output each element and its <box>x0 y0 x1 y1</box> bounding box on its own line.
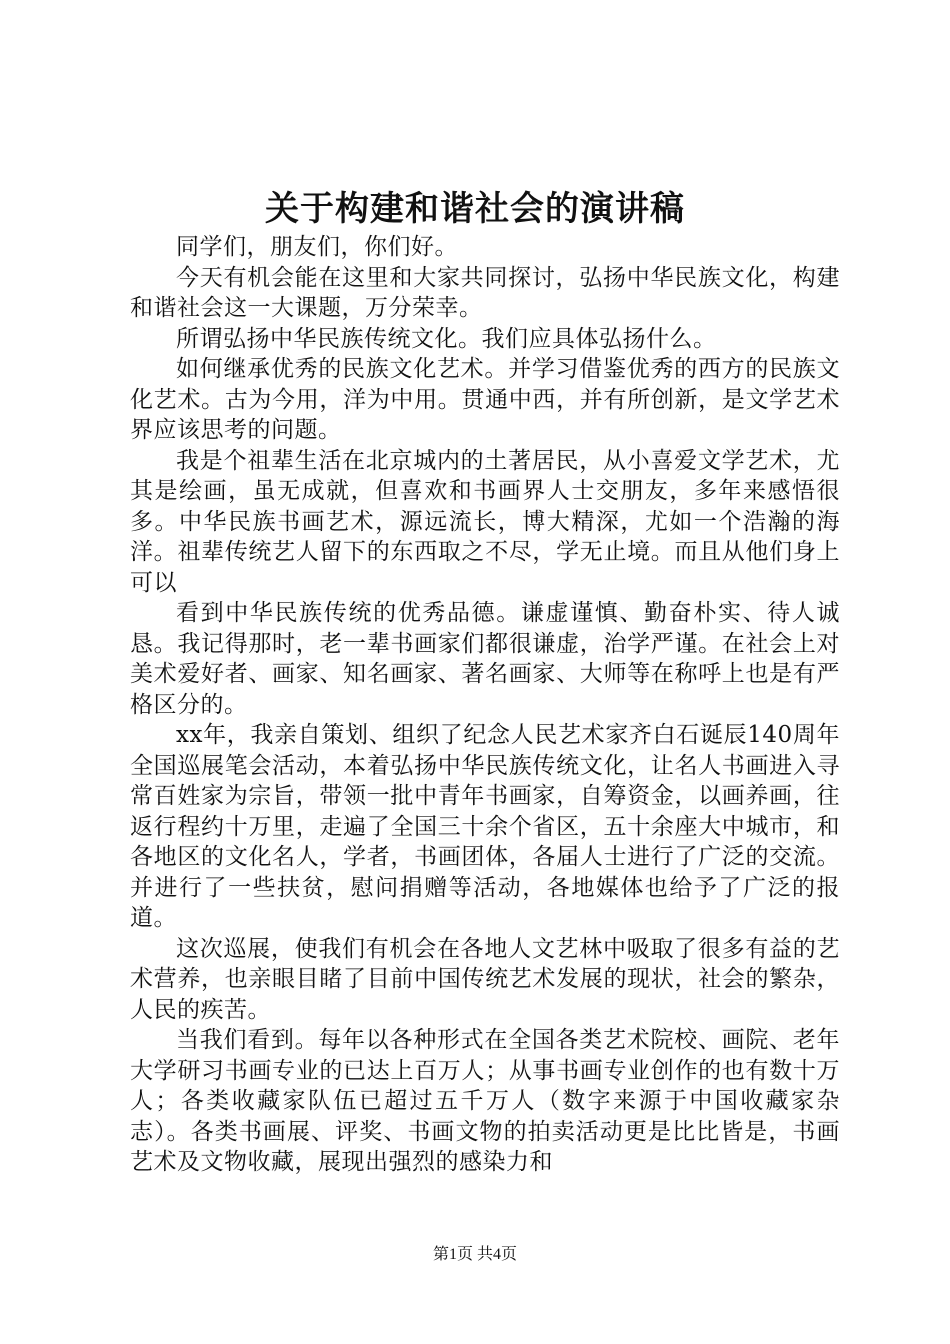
paragraph: 今天有机会能在这里和大家共同探讨，弘扬中华民族文化，构建和谐社会这一大课题，万分荣幸。 <box>130 264 840 321</box>
paragraph: 同学们，朋友们，你们好。 <box>176 234 458 260</box>
paragraph: 所谓弘扬中华民族传统文化。我们应具体弘扬什么。 <box>176 325 717 352</box>
document-title: 关于构建和谐社会的演讲稿 <box>265 189 685 229</box>
page-footer: 第1页 共4页 <box>432 1246 517 1263</box>
paragraph: xx年，我亲自策划、组织了纪念人民艺术家齐白石诞辰140周年全国巡展笔会活动，本着弘扬中华民族传统文化，让名人书画进入寻常百姓家为宗旨，带领一批中青年书画家，自筹资金，以画养画，往返行程约十万里，走遍了全国三十余个省区，五十余座大中城市，和各地区的文化名人，学者，书画团体，各届人士进行了广泛的交流。并进行了一些扶贫，慰问捐赠等活动，各地媒体也给予了广泛的报道。 <box>130 722 840 931</box>
document-body <box>130 232 840 1178</box>
paragraph: 看到中华民族传统的优秀品德。谦虚谨慎、勤奋朴实、待人诚恳。我记得那时，老一辈书画家们都很谦虚，治学严谨。在社会上对美术爱好者、画家、知名画家、著名画家、大师等在称呼上也是有严格区分的。 <box>130 600 840 718</box>
paragraph: 当我们看到。每年以各种形式在全国各类艺术院校、画院、老年大学研习书画专业的已达上百万人；从事书画专业创作的也有数十万人；各类收藏家队伍已超过五千万人（数字来源于中国收藏家杂志）。各类书画展、评奖、书画文物的拍卖活动更是比比皆是，书画艺术及文物收藏，展现出强烈的感染力和 <box>130 1027 840 1175</box>
paragraph: 这次巡展，使我们有机会在各地人文艺林中吸取了很多有益的艺术营养，也亲眼目睹了目前中国传统艺术发展的现状，社会的繁杂，人民的疾苦。 <box>130 935 840 1023</box>
paragraph: 如何继承优秀的民族文化艺术。并学习借鉴优秀的西方的民族文化艺术。古为今用，洋为中用。贯通中西，并有所创新，是文学艺术界应该思考的问题。 <box>130 356 840 443</box>
paragraph: 我是个祖辈生活在北京城内的土著居民，从小喜爱文学艺术，尤其是绘画，虽无成就，但喜欢和书画界人士交朋友，多年来感悟很多。中华民族书画艺术，源远流长，博大精深，尤如一个浩瀚的海洋。祖辈传统艺人留下的东西取之不尽，学无止境。而且从他们身上可以 <box>130 447 840 596</box>
